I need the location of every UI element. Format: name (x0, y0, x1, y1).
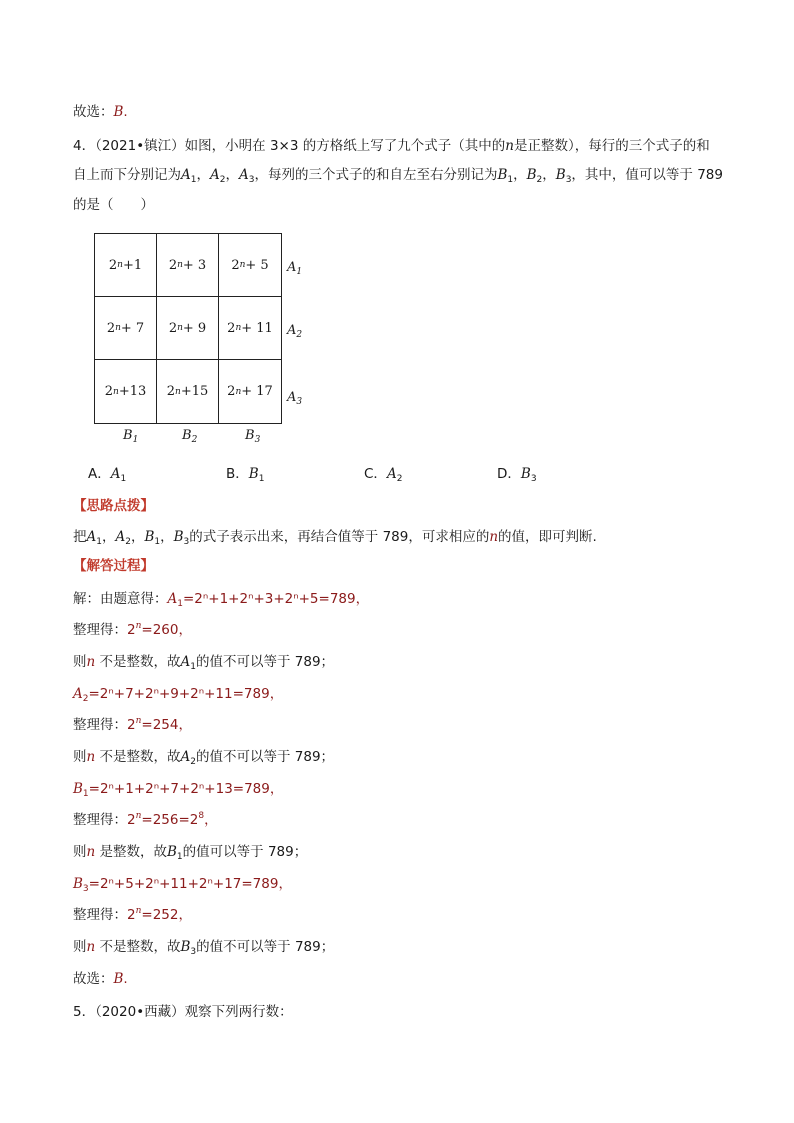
solution-line: 整理得：$2^n=256=2^8$， (73, 811, 218, 828)
grid-cell: 2 n + 3 (157, 234, 219, 297)
solution-line: 则n 不是整数，故$A_2$的值不可以等于 789； (73, 749, 335, 767)
option-a[interactable]: A．$A_1$ (88, 466, 127, 484)
solution-line: 则n 不是整数，故$A_1$的值不可以等于 789； (73, 654, 335, 672)
grid-cell: 2 n + 17 (227, 384, 273, 399)
solution-line: $A_2=2^n+7+2^n+9+2^n+11=789$， (73, 686, 284, 704)
solution-line: 则n 不是整数，故$B_3$的值不可以等于 789； (73, 939, 335, 957)
grid-cell: 2 n +13 (95, 360, 157, 423)
option-c[interactable]: C．$A_2$ (364, 466, 403, 484)
grid-cell: 2 n +1 (95, 234, 157, 297)
grid-cell: 2 n + 11 (219, 297, 281, 360)
solution-heading: 【解答过程】 (73, 558, 154, 574)
option-d[interactable]: D．$B_3$ (497, 466, 537, 484)
previous-answer: 故选：B. (73, 104, 128, 120)
solution-line: 解：由题意得：$A_1=2^n+1+2^n+3+2^n+5=789$， (73, 591, 370, 609)
grid-cell: 2 n + 7 (95, 297, 157, 360)
solution-line: 整理得：$2^n=252$， (73, 906, 192, 923)
solution-line: $B_1=2^n+1+2^n+7+2^n+13=789$， (73, 781, 284, 799)
hint-heading: 【思路点拨】 (73, 498, 154, 514)
solution-line: 整理得：$2^n=254$， (73, 716, 192, 733)
col-label-b3: $B_3$ (245, 428, 261, 445)
hint-text: 把$A_1$，$A_2$，$B_1$，$B_3$的式子表示出来，再结合值等于 789，可求相应的n的值，即可判断. (73, 529, 597, 547)
grid-cell: 2 n + 9 (157, 297, 219, 360)
col-label-b2: $B_2$ (182, 428, 198, 445)
final-answer: 故选：B. (73, 971, 128, 987)
option-b[interactable]: B．$B_1$ (226, 466, 265, 484)
row-label-a1: $A_1$ (287, 260, 303, 277)
grid-cell: 2 n + 5 (219, 234, 281, 297)
solution-line: $B_3=2^n+5+2^n+11+2^n+17=789$， (73, 876, 292, 894)
row-label-a3: $A_3$ (287, 390, 303, 407)
expression-grid (94, 233, 282, 424)
col-label-b1: $B_1$ (123, 428, 139, 445)
question-4-line-2: 自上而下分别记为$A_1$，$A_2$，$A_3$，每列的三个式子的和自左至右分别记为$B_1$，$B_2$，$B_3$，其中，值可以等于 789 (73, 167, 723, 185)
grid-cell: 2 n +15 (157, 360, 219, 423)
solution-line: 整理得：$2^n=260$， (73, 621, 192, 638)
question-4-line-1: 4．（2021•镇江）如图，小明在 3×3 的方格纸上写了九个式子（其中的n是正整数），每行的三个式子的和 (73, 138, 710, 154)
row-label-a2: $A_2$ (287, 323, 303, 340)
solution-line: 则n 是整数，故$B_1$的值可以等于 789； (73, 844, 308, 862)
question-4-line-3: 的是（ ） (73, 197, 154, 213)
question-5: 5．（2020•西藏）观察下列两行数： (73, 1004, 293, 1020)
